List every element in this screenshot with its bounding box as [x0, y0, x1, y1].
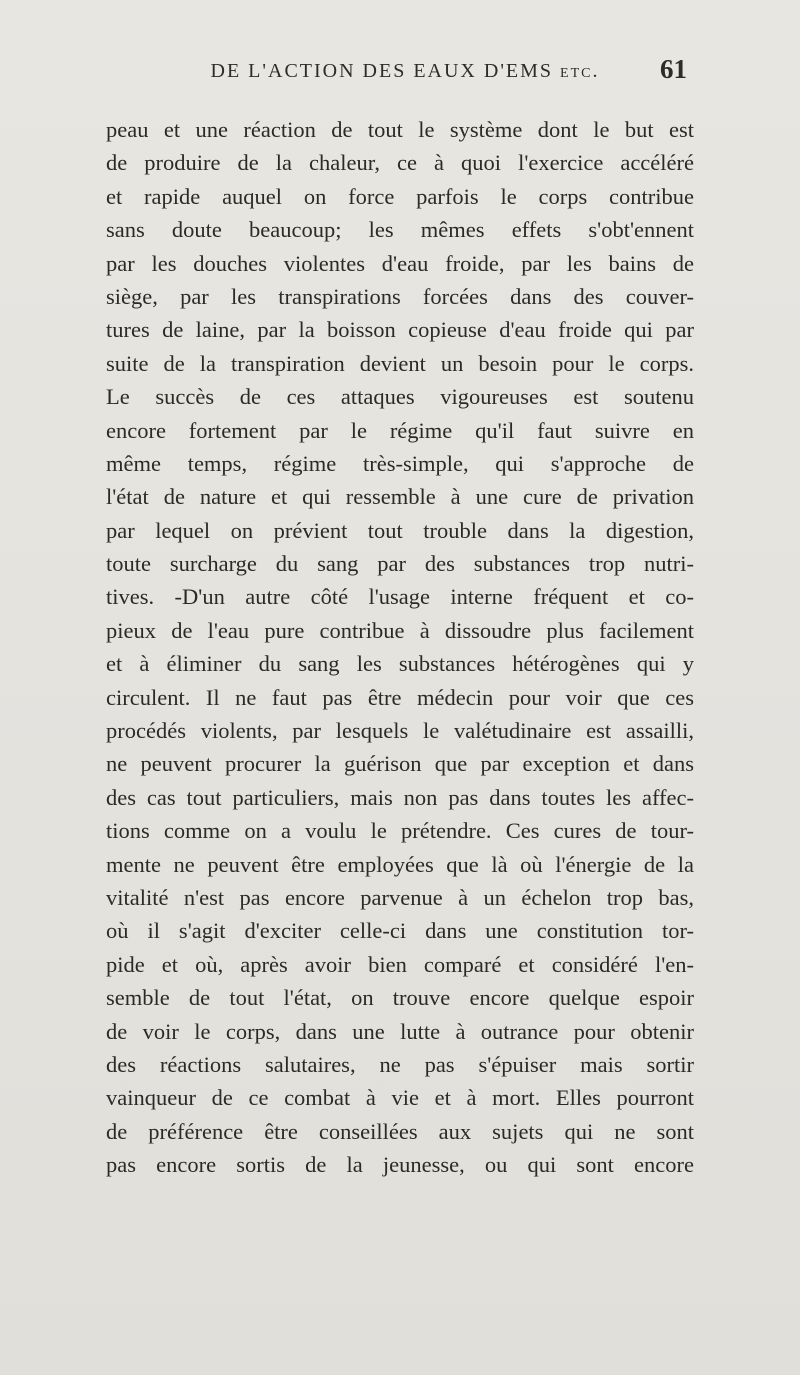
text-line: par les douches violentes d'eau froide, par les bains de [106, 250, 694, 276]
text-line: pas encore sortis de la jeunesse, ou qui sont encore [106, 1152, 694, 1178]
text-line: circulent. Il ne faut pas être médecin pour voir que ces [106, 684, 694, 710]
text-line: l'état de nature et qui ressemble à une cure de privation [106, 484, 694, 510]
text-line: semble de tout l'état, on trouve encore quelque espoir [106, 985, 694, 1011]
text-line: vitalité n'est pas encore parvenue à un échelon trop bas, [106, 884, 694, 910]
text-line: tures de laine, par la boisson copieuse d'eau froide qui par [106, 317, 694, 343]
text-line: Le succès de ces attaques vigoureuses est soutenu [106, 384, 694, 410]
text-line: ne peuvent procurer la guérison que par exception et dans [106, 751, 694, 777]
text-line: de préférence être conseillées aux sujets qui ne sont [106, 1118, 694, 1144]
body-text [106, 113, 694, 1182]
text-line: tions comme on a voulu le prétendre. Ces cures de tour- [106, 818, 694, 844]
text-line: de voir le corps, dans une lutte à outrance pour obtenir [106, 1018, 694, 1044]
text-line: toute surcharge du sang par des substances trop nutri- [106, 551, 694, 577]
text-line: et à éliminer du sang les substances hétérogènes qui y [106, 651, 694, 677]
text-line: même temps, régime très-simple, qui s'approche de [106, 450, 694, 476]
text-line: des cas tout particuliers, mais non pas dans toutes les affec- [106, 784, 694, 810]
text-line: par lequel on prévient tout trouble dans la digestion, [106, 517, 694, 543]
running-head: DE L'ACTION DES EAUX D'EMS etc. [210, 60, 600, 82]
text-line: mente ne peuvent être employées que là où l'énergie de la [106, 851, 694, 877]
text-line: siège, par les transpirations forcées dans des couver- [106, 283, 694, 309]
text-line: peau et une réaction de tout le système dont le but est [106, 117, 694, 142]
text-line: et rapide auquel on force parfois le corps contribue [106, 183, 694, 209]
text-line: des réactions salutaires, ne pas s'épuiser mais sortir [106, 1051, 694, 1077]
text-line: vainqueur de ce combat à vie et à mort. Elles pourront [106, 1085, 694, 1111]
text-line: encore fortement par le régime qu'il faut suivre en [106, 417, 694, 443]
text-line: procédés violents, par lesquels le valétudinaire est assailli, [106, 718, 694, 744]
text-line: de produire de la chaleur, ce à quoi l'exercice accéléré [106, 150, 694, 176]
text-line: pieux de l'eau pure contribue à dissoudre plus facilement [106, 617, 694, 643]
text-line: suite de la transpiration devient un besoin pour le corps. [106, 350, 694, 376]
text-line: sans doute beaucoup; les mêmes effets s'obt'ennent [106, 217, 694, 243]
page-number: 61 [660, 54, 687, 84]
text-line: pide et où, après avoir bien comparé et considéré l'en- [106, 951, 694, 977]
text-line: tives. -D'un autre côté l'usage interne fréquent et co- [106, 584, 694, 610]
text-line: où il s'agit d'exciter celle-ci dans une constitution tor- [106, 918, 694, 944]
